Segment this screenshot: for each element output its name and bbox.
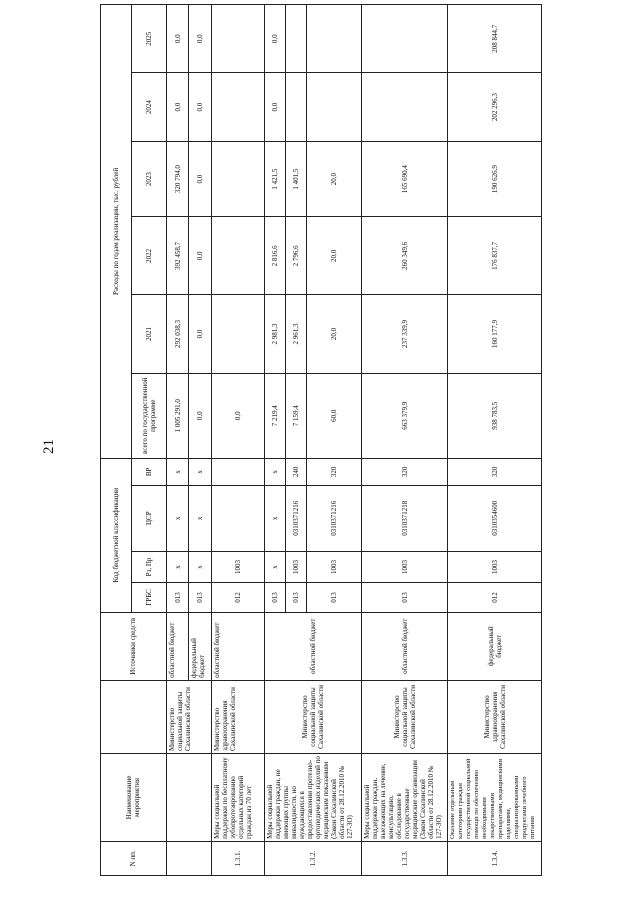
cell-grbs: 013 xyxy=(265,583,286,612)
header-csr: ЦСР xyxy=(131,485,166,551)
cell-2022: 176 837,7 xyxy=(448,217,542,295)
cell-source: областной бюджет xyxy=(362,612,448,680)
cell-2024: 0,0 xyxy=(166,73,189,141)
cell-grbs: 012 xyxy=(211,583,264,612)
cell-2021 xyxy=(211,295,264,373)
cell-2025 xyxy=(211,5,264,73)
cell-2021: 160 177,9 xyxy=(448,295,542,373)
cell-2021: 0,0 xyxy=(189,295,212,373)
cell-csr: х xyxy=(189,485,212,551)
cell-rzpr: 1003 xyxy=(285,551,306,583)
cell-rzpr: х xyxy=(166,551,189,583)
cell-2024 xyxy=(362,73,448,141)
header-2021: 2021 xyxy=(131,295,166,373)
cell-rzpr: х xyxy=(189,551,212,583)
cell-total: 0,0 xyxy=(211,373,264,458)
cell-vr: 320 xyxy=(306,458,362,485)
cell-num: 1.3.3. xyxy=(362,841,448,875)
cell-2024: 0,0 xyxy=(189,73,212,141)
cell-name: Меры социальной поддержки по бесплатному зубопротезированию отдельных категорий граждан из 70 лет xyxy=(211,754,264,842)
cell-grbs: 012 xyxy=(448,583,542,612)
cell-2022: 2 816,6 xyxy=(265,217,286,295)
cell-grbs: 013 xyxy=(285,583,306,612)
header-budget-code: Код бюджетной классификации xyxy=(101,458,132,612)
cell-source: областной бюджет xyxy=(211,612,264,680)
cell-vr: х xyxy=(189,458,212,485)
cell-csr: 0310371218 xyxy=(362,485,448,551)
cell-num xyxy=(166,841,211,875)
cell-csr: 0310371216 xyxy=(306,485,362,551)
cell-num: 1.3.4. xyxy=(448,841,542,875)
table-row xyxy=(211,5,264,876)
cell-total: 1 005 291,0 xyxy=(166,373,189,458)
table-row xyxy=(448,5,542,876)
cell-executor: Министерство социальной защиты Сахалинской области xyxy=(166,680,211,753)
header-executor xyxy=(101,680,167,753)
header-2025: 2025 xyxy=(131,5,166,73)
cell-rzpr: 1003 xyxy=(362,551,448,583)
cell-2025 xyxy=(362,5,448,73)
cell-2023: 0,0 xyxy=(189,141,212,217)
cell-vr: 320 xyxy=(362,458,448,485)
header-2022: 2022 xyxy=(131,217,166,295)
cell-rzpr: х xyxy=(265,551,286,583)
header-rzpr: Рз, Пр xyxy=(131,551,166,583)
cell-2023: 190 626,9 xyxy=(448,141,542,217)
cell-grbs: 013 xyxy=(362,583,448,612)
header-total: всего по государственной программе xyxy=(131,373,166,458)
cell-csr: 0310371216 xyxy=(285,485,306,551)
cell-2022: 392 458,7 xyxy=(166,217,189,295)
cell-csr xyxy=(211,485,264,551)
header-grbs: ГРБС xyxy=(131,583,166,612)
cell-2021: 20,0 xyxy=(306,295,362,373)
cell-csr: 0310354600 xyxy=(448,485,542,551)
cell-2025: 0,0 xyxy=(189,5,212,73)
cell-vr xyxy=(211,458,264,485)
cell-total: 7 219,4 xyxy=(265,373,286,458)
cell-total: 663 379,9 xyxy=(362,373,448,458)
budget-table xyxy=(100,4,542,876)
cell-total: 0,0 xyxy=(189,373,212,458)
cell-executor: Министерство социальной защиты Сахалинской области xyxy=(362,680,448,753)
cell-source: областной бюджет xyxy=(166,612,189,680)
cell-2023: 165 690,4 xyxy=(362,141,448,217)
cell-vr: х xyxy=(166,458,189,485)
cell-2021: 237 339,9 xyxy=(362,295,448,373)
cell-name: Меры социальной поддержки граждан, не имеющих группы инвалидности, но нуждающихся в предоставлении протезно-ортопедических изделий по медицинским показаниям (Закон Сахалинской области от 28.12.2010 № 127-ЗО) xyxy=(265,754,362,842)
cell-executor: Министерство социальной защиты Сахалинской области xyxy=(265,680,362,753)
cell-executor: Министерство здравоохранения Сахалинской области xyxy=(448,680,542,753)
cell-source: областной бюджет xyxy=(265,612,362,680)
cell-rzpr: 1003 xyxy=(211,551,264,583)
cell-num: 1.3.2. xyxy=(265,841,362,875)
cell-2022: 20,0 xyxy=(306,217,362,295)
cell-2021: 2 981,3 xyxy=(265,295,286,373)
cell-2022 xyxy=(211,217,264,295)
header-2024: 2024 xyxy=(131,73,166,141)
cell-executor: Министерство здравоохранения Сахалинской области xyxy=(211,680,264,753)
cell-name: Оказание отдельным категориям граждан государственной социальной помощи по обеспечению необходимыми лекарственными препаратами, медицинскими изделиями, специализированными продуктами лечебного питания xyxy=(448,754,542,842)
cell-csr: х xyxy=(166,485,189,551)
cell-2025: 0,0 xyxy=(166,5,189,73)
cell-2023: 320 794,0 xyxy=(166,141,189,217)
cell-2021: 292 038,3 xyxy=(166,295,189,373)
table-row xyxy=(362,5,448,876)
cell-total: 60,0 xyxy=(306,373,362,458)
cell-rzpr: 1003 xyxy=(448,551,542,583)
header-source: Источники средств xyxy=(101,612,167,680)
cell-total: 938 783,5 xyxy=(448,373,542,458)
cell-2024 xyxy=(211,73,264,141)
cell-vr: 240 xyxy=(285,458,306,485)
cell-grbs: 013 xyxy=(189,583,212,612)
cell-2025: 208 844,7 xyxy=(448,5,542,73)
cell-2024 xyxy=(285,73,306,141)
cell-total: 7 159,4 xyxy=(285,373,306,458)
cell-2024 xyxy=(306,73,362,141)
cell-2023: 1 401,5 xyxy=(285,141,306,217)
cell-2022: 260 349,6 xyxy=(362,217,448,295)
header-2023: 2023 xyxy=(131,141,166,217)
cell-num: 1.3.1. xyxy=(211,841,264,875)
cell-csr: х xyxy=(265,485,286,551)
page-number: 21 xyxy=(41,439,57,454)
table-row xyxy=(265,5,286,876)
header-years: Расходы по годам реализации, тыс. рублей xyxy=(101,5,132,459)
cell-vr: х xyxy=(265,458,286,485)
cell-grbs: 013 xyxy=(306,583,362,612)
cell-2021: 2 961,3 xyxy=(285,295,306,373)
cell-rzpr: 1003 xyxy=(306,551,362,583)
header-name: Наименование мероприятия xyxy=(101,754,167,842)
header-num: N пп. xyxy=(101,841,167,875)
cell-2025: 0,0 xyxy=(265,5,286,73)
table-row xyxy=(166,5,189,876)
cell-2025 xyxy=(285,5,306,73)
cell-2022: 2 796,6 xyxy=(285,217,306,295)
cell-2023: 1 421,5 xyxy=(265,141,286,217)
cell-2022: 0,0 xyxy=(189,217,212,295)
cell-vr: 320 xyxy=(448,458,542,485)
cell-source: федеральный бюджет xyxy=(189,612,212,680)
cell-2025 xyxy=(306,5,362,73)
cell-source: федеральный бюджет xyxy=(448,612,542,680)
cell-2023 xyxy=(211,141,264,217)
cell-2023: 20,0 xyxy=(306,141,362,217)
cell-name xyxy=(166,754,211,842)
header-vr: ВР xyxy=(131,458,166,485)
cell-2024: 0,0 xyxy=(265,73,286,141)
budget-table-rotated xyxy=(100,4,542,876)
cell-grbs: 013 xyxy=(166,583,189,612)
cell-2024: 202 296,3 xyxy=(448,73,542,141)
cell-name: Меры социальной поддержки граждан, выезжающих на лечение, консультацию, обследование в государственные медицинские организации (Закон Сахалинской области от 28.12.2010 № 127-ЗО) xyxy=(362,754,448,842)
